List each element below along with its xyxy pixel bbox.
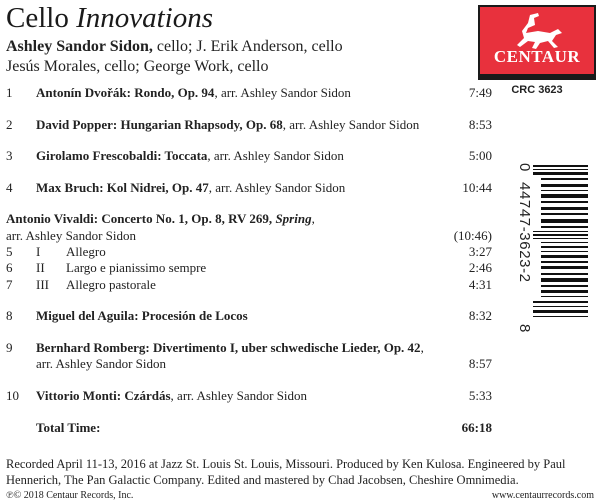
barcode [533, 165, 588, 321]
track-row: 4 Max Bruch: Kol Nidrei, Op. 47, arr. Ashley Sandor Sidon 10:44 [6, 180, 492, 195]
barcode-number: 44747-3623-2 [516, 182, 533, 283]
track-row-arr: arr. Ashley Sandor Sidon 8:57 [36, 356, 492, 371]
barcode-first-digit: 0 [516, 163, 533, 172]
track-row: 8 Miguel del Aguila: Procesión de Locos 8:32 [6, 308, 492, 323]
barcode-bars [533, 165, 588, 321]
catalog-number: CRC 3623 [511, 84, 563, 96]
track-row: 3 Girolamo Frescobaldi: Toccata, arr. Ashley Sandor Sidon 5:00 [6, 148, 492, 163]
barcode-last-digit: 8 [516, 324, 533, 333]
website-link[interactable]: www.centaurrecords.com [491, 490, 594, 501]
copyright: ℗© 2018 Centaur Records, Inc. [6, 490, 134, 501]
track-row: 2 David Popper: Hungarian Rhapsody, Op. 68, arr. Ashley Sandor Sidon 8:53 [6, 117, 492, 132]
performers-line-2: Jesús Morales, cello; George Work, cello [6, 58, 269, 75]
performers-line-1: Ashley Sandor Sidon, cello; J. Erik Anderson, cello [6, 38, 343, 55]
logo-text: CENTAUR [493, 47, 581, 66]
album-title: Cello Innovations [6, 2, 214, 34]
credits-line-1: Recorded April 11-13, 2016 at Jazz St. Louis St. Louis, Missouri. Produced by Ken Kulosa. Engineered by Paul [6, 457, 566, 471]
vivaldi-title: Antonio Vivaldi: Concerto No. 1, Op. 8, RV 269, Spring, [6, 211, 315, 226]
movement-row: 6 II Largo e pianissimo sempre 2:46 [6, 260, 492, 275]
credits-line-2: Hennerich, The Pan Galactic Company. Edited and mastered by Chad Jacobsen, Cheshire Omnimedia. [6, 473, 519, 487]
track-row: 1 Antonín Dvořák: Rondo, Op. 94, arr. Ashley Sandor Sidon 7:49 [6, 85, 492, 100]
movement-row: 5 I Allegro 3:27 [6, 244, 492, 259]
track-row: 10 Vittorio Monti: Czárdás, arr. Ashley Sandor Sidon 5:33 [6, 388, 492, 403]
track-row: 9 Bernhard Romberg: Divertimento I, uber schwedische Lieder, Op. 42, [6, 340, 424, 355]
movement-row: 7 III Allegro pastorale 4:31 [6, 277, 492, 292]
vivaldi-arr: arr. Ashley Sandor Sidon (10:46) [6, 228, 492, 243]
total-time: Total Time: 66:18 [36, 420, 492, 435]
centaur-icon [508, 11, 568, 51]
centaur-logo [478, 5, 596, 80]
